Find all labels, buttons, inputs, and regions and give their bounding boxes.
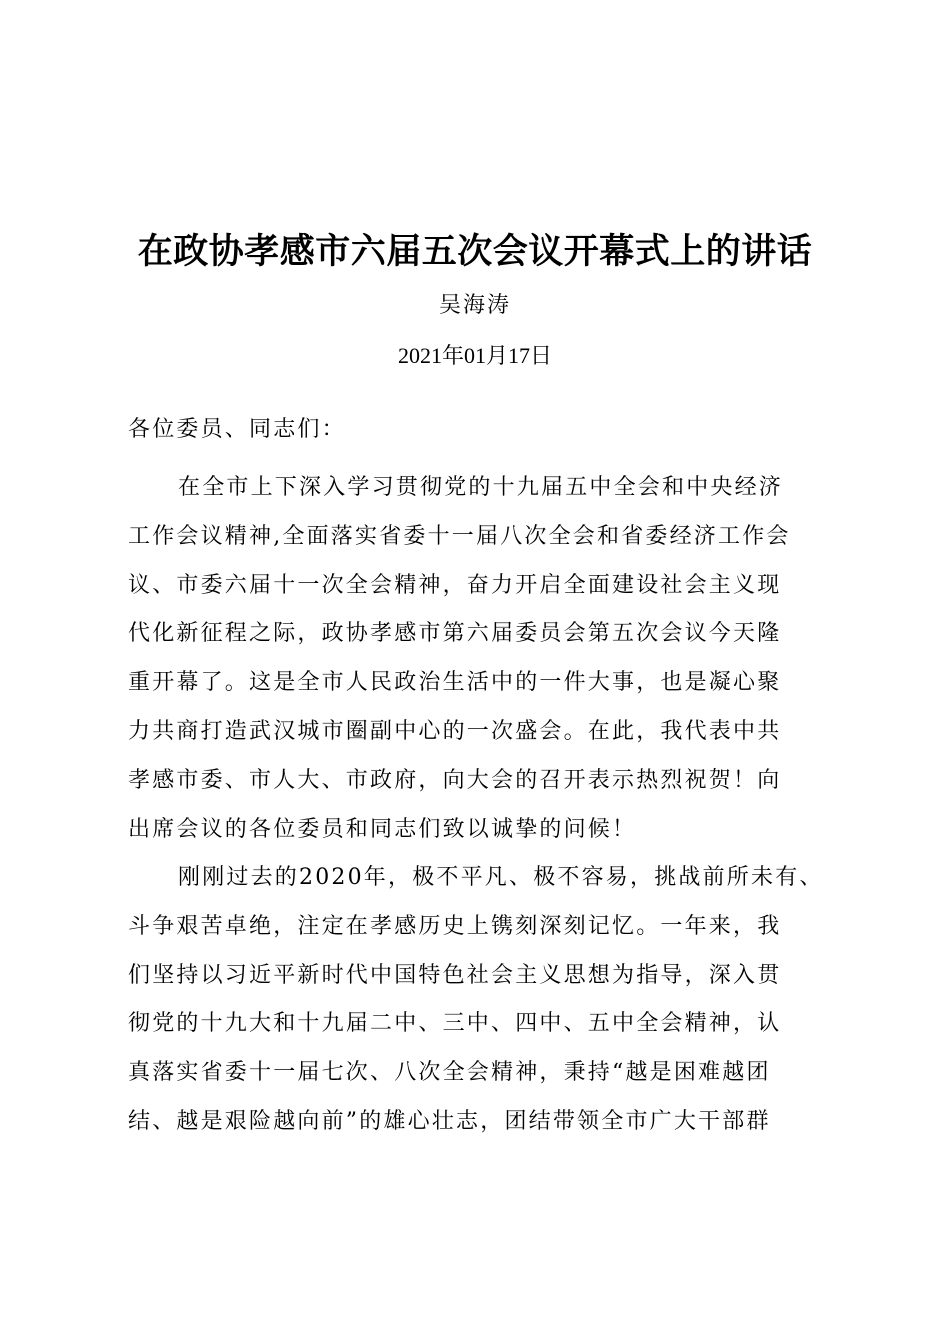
document-title: 在政协孝感市六届五次会议开幕式上的讲话 [137, 231, 813, 272]
paragraph-line: 力共商打造武汉城市圈副中心的一次盛会。在此，我代表中共 [128, 718, 782, 744]
paragraph-line: 刚刚过去的2020年，极不平凡、极不容易，挑战前所未有、 [178, 865, 824, 890]
paragraph-line: 重开幕了。这是全市人民政治生活中的一件大事，也是凝心聚 [128, 670, 782, 696]
document-date: 2021年01月17日 [397, 343, 552, 368]
paragraph-line: 孝感市委、市人大、市政府，向大会的召开表示热烈祝贺！向 [128, 767, 782, 793]
paragraph-1 [128, 464, 838, 854]
paragraph-line: 在全市上下深入学习贯彻党的十九届五中全会和中央经济 [178, 475, 784, 500]
paragraph-line: 代化新征程之际，政协孝感市第六届委员会第五次会议今天隆 [128, 621, 782, 647]
paragraph-2 [128, 854, 838, 1147]
paragraph-line: 真落实省委十一届七次、八次全会精神，秉持“越是困难越团 [128, 1060, 771, 1086]
paragraph-line: 工作会议精神,全面落实省委十一届八次全会和省委经济工作会 [128, 523, 791, 549]
paragraph-line: 出席会议的各位委员和同志们致以诚挚的问候！ [128, 816, 637, 842]
paragraph-line: 结、越是艰险越向前”的雄心壮志，团结带领全市广大干部群 [128, 1108, 771, 1134]
paragraph-line: 议、市委六届十一次全会精神，奋力开启全面建设社会主义现 [128, 572, 782, 598]
paragraph-line: 们坚持以习近平新时代中国特色社会主义思想为指导，深入贯 [128, 962, 782, 988]
paragraph-line: 斗争艰苦卓绝，注定在孝感历史上镌刻深刻记忆。一年来，我 [128, 913, 782, 939]
paragraph-line: 彻党的十九大和十九届二中、三中、四中、五中全会精神，认 [128, 1011, 782, 1037]
document-author: 吴海涛 [438, 293, 511, 318]
salutation: 各位委员、同志们： [128, 417, 346, 442]
